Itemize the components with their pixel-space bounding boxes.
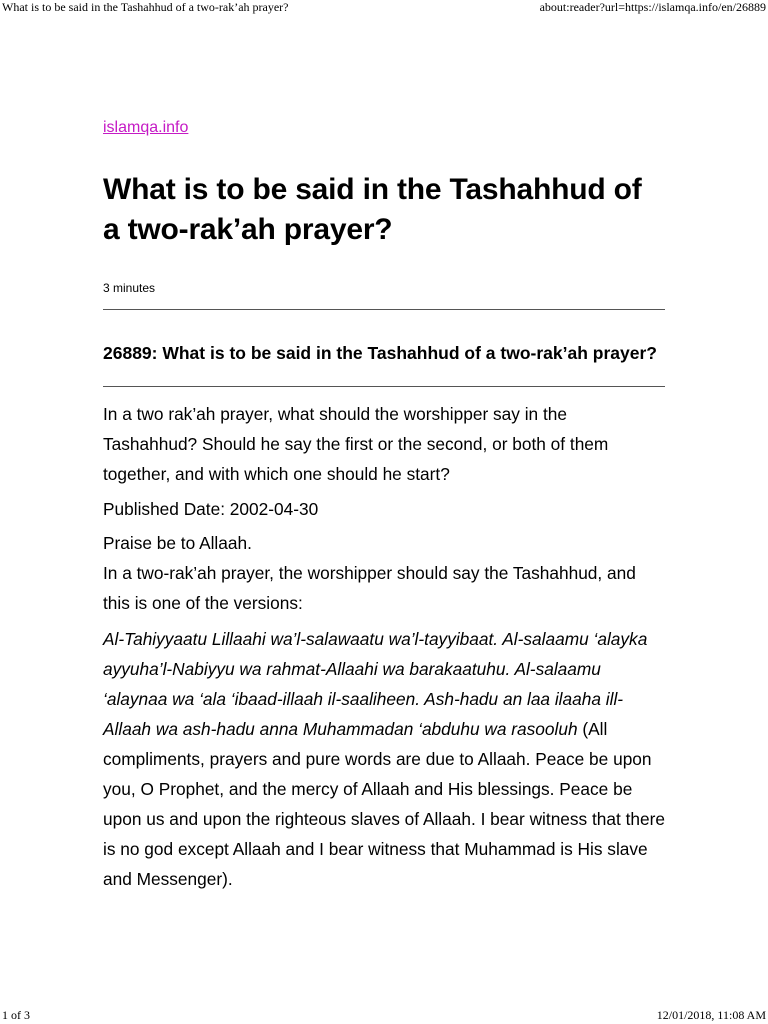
praise-line: Praise be to Allaah. bbox=[103, 533, 252, 553]
reader-view bbox=[103, 118, 665, 894]
print-header bbox=[0, 0, 768, 15]
article-title: What is to be said in the Tashahhud of a two-rak’ah prayer? bbox=[103, 173, 642, 246]
question-heading: 26889: What is to be said in the Tashahhud of a two-rak’ah prayer? bbox=[103, 343, 657, 363]
answer-block bbox=[103, 528, 665, 618]
intro-line: In a two-rak’ah prayer, the worshipper should say the Tashahhud, and this is one of the versions: bbox=[103, 563, 636, 613]
header-divider bbox=[103, 309, 665, 310]
print-footer bbox=[0, 1008, 768, 1023]
tashahhud-arabic: Al-Tahiyyaatu Lillaahi wa’l-salawaatu wa’l-tayyibaat. Al-salaamu ‘alayka ayyuha’l-Nabiyyu wa rahmat-Allaahi wa barakaatuhu. Al-salaamu ‘alaynaa wa ‘ala ‘ibaad-illaah il-saaliheen. Ash-hadu an laa ilaaha ill-Allaah wa ash-hadu anna Muhammadan ‘abduhu wa rasooluh bbox=[103, 629, 648, 739]
question-text: In a two rak’ah prayer, what should the worshipper say in the Tashahhud? Should he say the first or the second, or both of them together, and with which one should he start? bbox=[103, 404, 609, 484]
print-datetime: 12/01/2018, 11:08 AM bbox=[656, 1008, 766, 1022]
page-count: 1 of 3 bbox=[2, 1008, 30, 1022]
published-date: Published Date: 2002-04-30 bbox=[103, 499, 319, 519]
tashahhud-text bbox=[103, 624, 665, 894]
print-url: about:reader?url=https://islamqa.info/en/26889 bbox=[539, 0, 766, 14]
tashahhud-translation: (All compliments, prayers and pure words are due to Allaah. Peace be upon you, O Prophet, and the mercy of Allaah and His blessings. Peace be upon us and upon the righteous slaves of Allaah. I bear witness that there is no god except Allaah and I bear witness that Muhammad is His slave and Messenger). bbox=[103, 719, 666, 889]
reading-time: 3 minutes bbox=[103, 281, 156, 295]
question-divider bbox=[103, 386, 665, 387]
print-page-title: What is to be said in the Tashahhud of a two-rak’ah prayer? bbox=[2, 0, 289, 14]
source-domain-link[interactable]: islamqa.info bbox=[103, 119, 189, 136]
